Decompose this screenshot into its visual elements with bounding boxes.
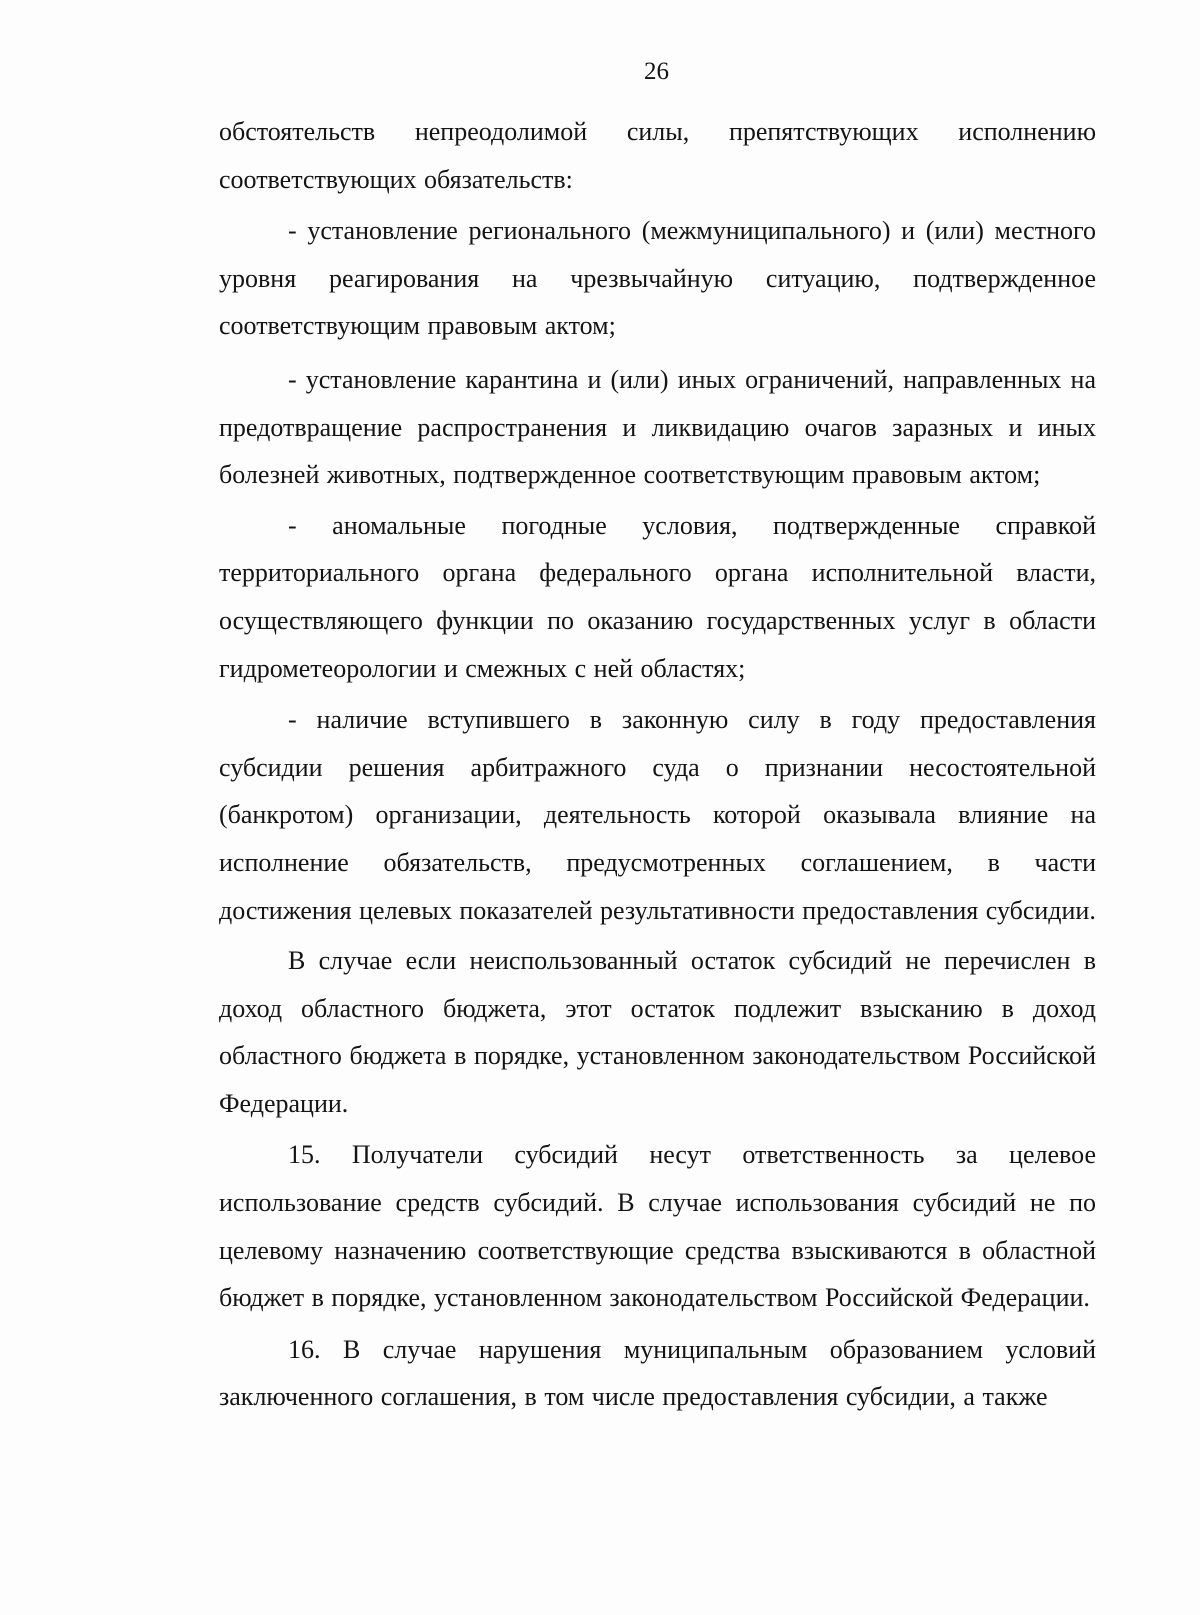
paragraph-item-16: 16. В случае нарушения муниципальным образованием условий заключенного соглашения, в том числе предоставления субсидии, а также	[219, 1334, 1096, 1412]
paragraph-bankruptcy: - наличие вступившего в законную силу в году предоставления субсидии решения арбитражного суда о признании несостоятельной (банкротом) организации, деятельность которой оказывала влияние на исполнение обязательств, предусмотренных соглашением, в части достижения целевых показателей результативности предоставления субсидии.	[219, 705, 1096, 925]
paragraph-weather-conditions: - аномальные погодные условия, подтвержденные справкой территориального органа федерального органа исполнительной власти, осуществляющего функции по оказанию государственных услуг в области гидрометеорологии и смежных с ней областях;	[219, 510, 1096, 683]
page-number: 26	[644, 58, 669, 85]
paragraph-emergency-response: - установление регионального (межмуниципального) и (или) местного уровня реагирования на чрезвычайную ситуацию, подтвержденное соответствующим правовым актом;	[219, 216, 1096, 341]
paragraph-force-majeure-intro: обстоятельств непреодолимой силы, препятствующих исполнению соответствующих обязательств:	[219, 117, 1096, 194]
document-body	[219, 108, 1096, 1421]
paragraph-item-15: 15. Получатели субсидий несут ответственность за целевое использование средств субсидий. В случае использования субсидий не по целевому назначению соответствующие средства взыскиваются в областной бюджет в порядке, установленном законодательством Российской Федерации.	[219, 1140, 1096, 1313]
paragraph-quarantine: - установление карантина и (или) иных ограничений, направленных на предотвращение распространения и ликвидацию очагов заразных и иных болезней животных, подтвержденное соответствующим правовым актом;	[219, 364, 1096, 490]
paragraph-unused-balance: В случае если неиспользованный остаток субсидий не перечислен в доход областного бюджета, этот остаток подлежит взысканию в доход областного бюджета в порядке, установленном законодательством Российской Федерации.	[219, 946, 1096, 1118]
